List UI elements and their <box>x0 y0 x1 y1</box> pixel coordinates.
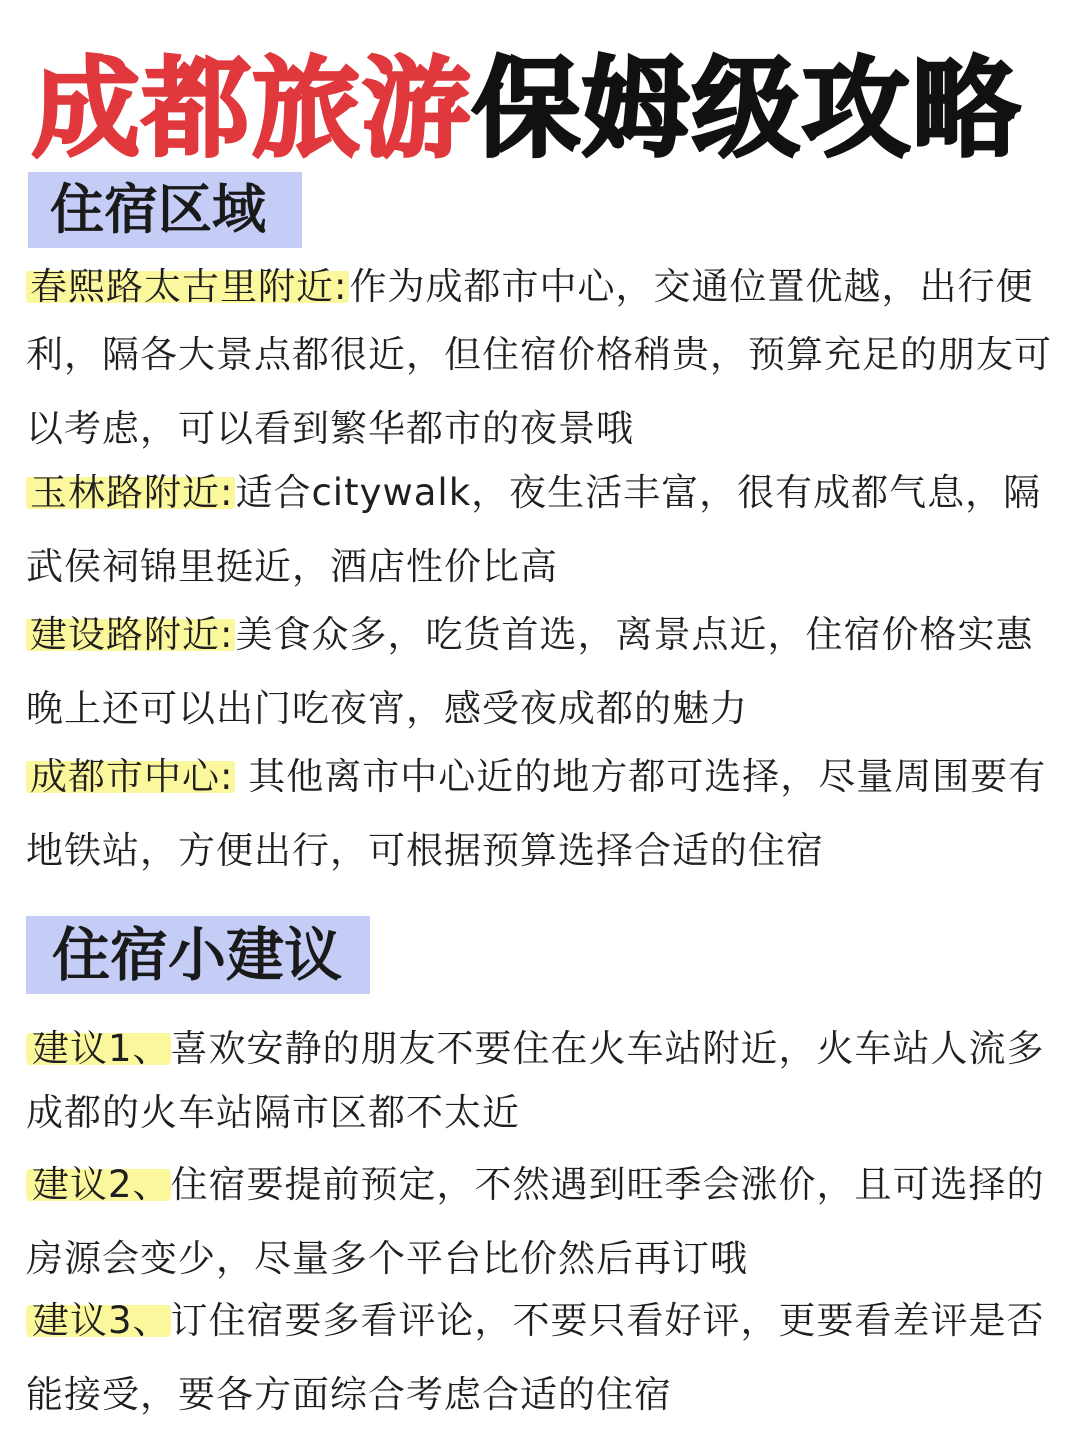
tip-1-label: 建议1、 <box>26 1027 171 1070</box>
tip-1-text-1: 喜欢安静的朋友不要住在火车站附近，火车站人流多 <box>170 1027 1045 1070</box>
section-heading-accommodation-area: 住宿区域 <box>28 172 302 248</box>
tip-2-label: 建议2、 <box>26 1163 171 1206</box>
area-item-1-text-1: 作为成都市中心，交通位置优越，出行便 <box>349 265 1034 308</box>
area-item-1-line-2: 利，隔各大景点都很近，但住宿价格稍贵，预算充足的朋友可 <box>26 333 1052 376</box>
area-item-4-line-2: 地铁站，方便出行，可根据预算选择合适的住宿 <box>26 829 824 872</box>
page-title <box>32 40 1052 180</box>
tip-3-label: 建议3、 <box>26 1299 171 1342</box>
tip-3-text-1: 订住宿要多看评论，不要只看好评，更要看差评是否 <box>170 1299 1045 1342</box>
tip-1-line-1 <box>26 1024 1066 1074</box>
area-item-3-line-2: 晚上还可以出门吃夜宵，感受夜成都的魅力 <box>26 687 748 730</box>
tip-2-line-1 <box>26 1160 1066 1210</box>
area-item-1-label: 春熙路太古里附近: <box>26 265 349 308</box>
tip-2-text-1: 住宿要提前预定，不然遇到旺季会涨价，且可选择的 <box>170 1163 1045 1206</box>
area-item-3-text-1: 美食众多，吃货首选，离景点近，住宿价格实惠 <box>235 613 1034 656</box>
title-red-part: 成都旅游 <box>32 47 473 172</box>
area-item-1-line-3: 以考虑，可以看到繁华都市的夜景哦 <box>26 407 634 450</box>
tip-3-line-1 <box>26 1296 1066 1346</box>
area-item-2-line-2: 武侯祠锦里挺近，酒店性价比高 <box>26 545 558 588</box>
section-heading-accommodation-tips: 住宿小建议 <box>26 916 370 994</box>
tip-3-line-2: 能接受，要各方面综合考虑合适的住宿 <box>26 1373 672 1416</box>
area-item-4-text-1: 其他离市中心近的地方都可选择，尽量周围要有 <box>235 755 1047 798</box>
area-item-2-label: 玉林路附近: <box>26 471 235 514</box>
area-item-2-line-1 <box>26 468 1066 518</box>
area-item-3-line-1 <box>26 610 1066 660</box>
tip-1-line-2: 成都的火车站隔市区都不太近 <box>26 1091 520 1134</box>
area-item-1-line-1 <box>26 262 1066 312</box>
area-item-4-label: 成都市中心: <box>26 755 235 798</box>
title-black-part: 保姆级攻略 <box>472 47 1023 172</box>
area-item-4-line-1 <box>26 752 1066 802</box>
area-item-2-text-1: 适合citywalk，夜生活丰富，很有成都气息，隔 <box>235 471 1042 514</box>
tip-2-line-2: 房源会变少，尽量多个平台比价然后再订哦 <box>26 1237 748 1280</box>
area-item-3-label: 建设路附近: <box>26 613 235 656</box>
